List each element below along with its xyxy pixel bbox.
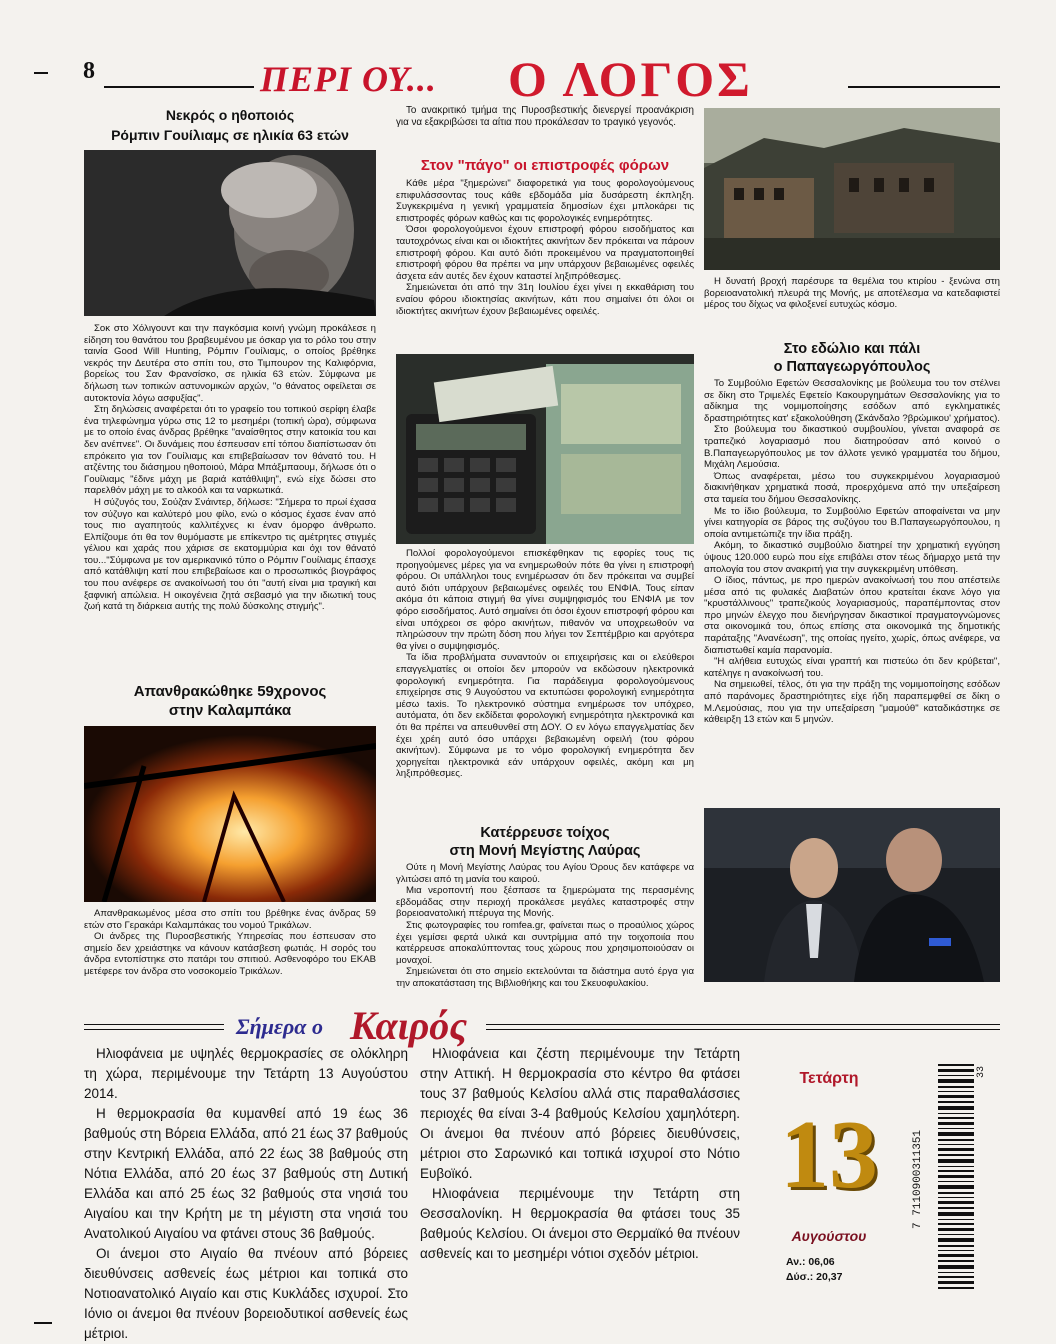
taxes-paragraph: Κάθε μέρα "ξημερώνει" διαφορετικά για τους φορολογούμενους επιφυλάσσοντας τους κάθε εβδομάδα μία δυσάρεστη έκπληξη. Συγκεκριμένα η γενική γραμματεία δημοσίων έχει μπλοκάρει τις επιστροφές φόρων καθώς και τις φορολογικές ενημερότητες. (396, 178, 694, 224)
taxes-paragraph: Όσοι φορολογούμενοι έχουν επιστροφή φόρου εισοδήματος και ταυτοχρόνως είναι και οι ιδιοκτήτες ακινήτων δεν πρόκειται να πάρουν επιστροφή φόρου. Και αυτό διότι προκειμένου να πραγματοποιηθεί επιστροφή φόρου θα πρέπει να μην υπάρχουν βεβαιωμένες οφειλές άσχετα εάν αυτές δεν έχουν καταστεί ληξιπρόθεσμες. (396, 224, 694, 282)
williams-paragraph: Η σύζυγός του, Σούζαν Σνάιντερ, δήλωσε: "Σήμερα το πρωί έχασα τον σύζυγο και καλύτερό μου φίλο, ενώ ο κόσμος έχασε έναν από τους πιο αγαπητούς καλλιτέχνες κι έναν όμορφο άνθρωπο. Ελπίζουμε ότι θα τον θυμόμαστε με επίκεντρο τις αμέτρητες στιγμές γέλιου και χαράς που χάρισε σε εκατομμύρια και όχι τον θάνατό του..."Σύμφωνα με τον αμερικανικό τύπο ο Ρόμπιν Γουίλιαμς έπασχε από κατάθλιψη κατί που επιβεβαίωσε και ο προσωπικός βιογράφος του που ανέφερε σε ανακοίνωσή του ότι "αυτή είναι μια τραγική και ξαφνική απώλεια. Η οικογένεια ζητά σεβασμό για την ιδιωτική τους ζωή κατά τη διάρκεια αυτής της πολύ δύσκολης στιγμής". (84, 496, 376, 613)
monastery-photo (704, 108, 1000, 270)
lavra-paragraph: Στις φωτογραφίες του romfea.gr, φαίνεται πως ο προαύλιος χώρος έχει γεμίσει φερτά υλικά και συντρίμμια από την τοιχοποιία που κατέρρευσε αποκαλύπτοντας τους χώρους που χρησιμοποιούσαν οι μοναχοί. (396, 919, 694, 966)
papageorgopoulos-headline (704, 340, 1000, 376)
papageorgopoulos-paragraph: Να σημειωθεί, τέλος, ότι για την πράξη της νομιμοποίησης εσόδων από παράνομες δραστηριότητες είχε ήδη παραπεμφθεί σε δίκη ο Μ.Λεμούσιας, που για την υπεξαίρεση "μαμούθ" καταδικάστηκε σε κάθειρξη 13 ετών και 5 μηνών. (704, 679, 1000, 726)
williams-headline-line2: Ρόμπιν Γουίλιαμς σε ηλικία 63 ετών (111, 127, 349, 143)
williams-headline-line1: Νεκρός ο ηθοποιός (165, 107, 295, 123)
masthead-tick (34, 72, 48, 74)
lavra-headline-line1: Κατέρρευσε τοίχος (480, 825, 610, 841)
weather-paragraph: Ηλιοφάνεια περιμένουμε την Τετάρτη στη Θεσσαλονίκη. Η θερμοκρασία θα φτάσει τους 35 βαθμούς Κελσίου. Οι άνεμοι στο Θερμαϊκό θα πνέουν ασθενείς και το μεσημέρι νότιοι σχεδόν μέτριοι. (420, 1186, 740, 1261)
kalamata-body (84, 908, 376, 978)
papageorgopoulos-paragraph: Όπως αναφέρεται, μέσω του συγκεκριμένου λογαριασμού διακινήθηκαν χρηματικά ποσά, προερχόμενα από την υπεξαίρεση στα ταμεία του δήμου Θεσσαλονίκης. (704, 470, 1000, 505)
fire-photo (84, 726, 376, 902)
weather-paragraph: Ηλιοφάνεια και ζέστη περιμένουμε την Τετάρτη στην Αττική. Η θερμοκρασία στο κέντρο θα φτάσει τους 37 βαθμούς Κελσίου αλλά στις παραθαλάσσιες περιοχές θα είναι 3-4 βαθμούς Κελσίου χαμηλότερη. Οι άνεμοι θα πνέουν από βόρειες διευθύνσεις, μέτριοι στο Σαρωνικό και τοπικά ισχυροί στο Νότιο Ευβοϊκό. (420, 1046, 740, 1181)
taxes-paragraph: Πολλοί φορολογούμενοι επισκέφθηκαν τις εφορίες τους τις προηγούμενες μέρες για να ενημερωθούν πότε θα γίνει η επιστροφή φόρου. Οι υπάλληλοι τους ενημέρωσαν ότι δεν πρόκειται να συμβεί αυτό διότι υπάρχουν βεβαιωμένες οφειλές του ΕΝΦΙΑ. Τους είπαν ακόμα ότι κάποια στιγμή θα γίνει συμψηφισμός του ΕΝΦΙΑ με τον φόρο εισοδήματος. Αυτό σημαίνει ότι όσοι έχουν επιστροφή φόρου και είναι υπόχρεοι σε φόρο ακινήτων, πιθανόν να υποχρεωθούν να πληρώσουν την πρώτη δόση που λήγει τον Σεπτέμβριο και αργότερα θα γίνει ο συμψηφισμός. (396, 548, 694, 652)
weather-banner-line-left (84, 1024, 224, 1030)
taxes-intro (396, 105, 694, 128)
papageorgopoulos-headline-line2: ο Παπαγεωργόπουλος (773, 359, 931, 375)
monastery-illustration (704, 108, 1000, 270)
weather-paragraph: Η θερμοκρασία θα κυμανθεί από 19 έως 36 βαθμούς στη Βόρεια Ελλάδα, από 21 έως 37 βαθμούς στην Κεντρική Ελλάδα, από 22 έως 38 βαθμούς στη Νότια Ελλάδα, από 20 έως 37 βαθμούς στη Δυτική Ελλάδα και από 25 έως 32 βαθμούς στα νησιά του Αιγαίου και την Κρήτη με τη μέγιστη στα νησιά του Ανατολικού Αιγαίου να φτάνει στους 36 βαθμούς. (84, 1106, 408, 1241)
barcode (908, 1060, 988, 1294)
williams-paragraph: Στη δηλώσεις αναφέρεται ότι το γραφείο του τοπικού σερίφη έλαβε ένα τηλεφώνημα γύρω στις 12 το μεσημέρι (τοπική ώρα), σύμφωνα με το οποίο ένας άνδρας βρέθηκε "αναίσθητος στην κατοικία του και δεν ανέπνεε". Οι δυνάμεις που έσπευσαν επί τόπου διαπίστωσαν ότι επρόκειτο για τον Γουίλιαμς και επιβεβαίωσαν τον θάνατό του. Η ατζέντης του διάσημου ηθοποιού, Μάρα Μπάξμπαουμ, δήλωσε ότι ο Γουίλιαμς "έδινε μάχη με βαριά κατάθλιψη", ενώ είχε δώσει στο παρελθόν μάχη με το αλκοόλ και τα ναρκωτικά. (84, 404, 376, 497)
weather-col-1 (84, 1044, 408, 1344)
kalamata-headline (84, 682, 376, 720)
lavra-paragraph: Ούτε η Μονή Μεγίστης Λαύρας του Αγίου Όρους δεν κατάφερε να γλιτώσει από τη μανία του καιρού. (396, 862, 694, 885)
taxes-intro-text: Το ανακριτικό τμήμα της Πυροσβεστικής διενεργεί προανάκριση για να εξακριβώσει τα αίτια που προκάλεσαν το τραγικό γεγονός. (396, 105, 694, 128)
taxes-paragraph: Τα ίδια προβλήματα συναντούν οι επιχειρήσεις και οι ελεύθεροι επαγγελματίες οι οποίοι δεν μπορούν να εκδώσουν ηλεκτρονικά φορολογική ενημερότητα. Για παράδειγμα φορολογούμενους επιχείρησε στις 9 Αυγούστου να εκτυπώσει φορολογική ενημερότητα μέσω taxis. Το ηλεκτρονικό σύστημα ενημέρωσε τον υπόχρεο, αυτόματα, ότι δεν εκδίδεται φορολογική ενημερότητα ηλεκτρονικά και ότι θα πρέπει να απευθυνθεί στη ΔΟΥ. Ο εν λόγω επαγγελματίας δεν έχει χρέη αυτό όσο υπάρχει βεβαιωμένη οφειλή (του φόρου ακινήτων). Σύμφωνα με το νόμο φορολογική ενημερότητα δεν χορηγείται ηλεκτρονικά εάν υπάρχουν οφειλές, ακόμη και μη ληξιπρόθεσμες. (396, 652, 694, 780)
lavra-headline-line2: στη Μονή Μεγίστης Λαύρας (449, 843, 641, 859)
lavra-paragraph: Η δυνατή βροχή παρέσυρε τα θεμέλια του κτιρίου - ξενώνα στη βορειοανατολική πλευρά της Μονής, με αποτέλεσμα να κατεδαφιστεί μέρος του δίχως να φιλοξενεί ευτυχώς κόσμο. (704, 276, 1000, 311)
lavra-body (396, 862, 694, 990)
papageorgopoulos-paragraph: Με το ίδιο βούλευμα, το Συμβούλιο Εφετών αποφαίνεται να μην γίνει κατηγορία σε βάρος της συζύγου του Β.Παπαγεωργόπουλου, η οποία αντιμετώπιζε την ίδια πράξη. (704, 505, 1000, 540)
papageorgopoulos-paragraph: Το Συμβούλιο Εφετών Θεσσαλονίκης με βούλευμα του τον στέλνει σε δίκη στο Τριμελές Εφετείο Κακουργημάτων Θεσσαλονίκης για το αδίκημα της νομιμοποίησης εσόδων από εγκληματικές δραστηριότητες κατ' εξακολούθηση (Σκάνδαλο ?βρώμικου' χρήματος). (704, 378, 1000, 424)
williams-body (84, 323, 376, 613)
lavra-paragraph: Μια νεροποντή που ξέσπασε τα ξημερώματα της περασμένης εβδομάδας στην περιοχή προκάλεσε μεγάλες καταστροφές στην βορειοανατολική πτέρυγα της Μονής. (396, 885, 694, 920)
lavra-headline (396, 824, 694, 860)
papageorgopoulos-headline-line1: Στο εδώλιο και πάλι (783, 341, 921, 357)
weather-banner-right: Καιρός (350, 1003, 468, 1048)
papageorgopoulos-body (704, 378, 1000, 726)
papageorgopoulos-paragraph: "Η αλήθεια ευτυχώς είναι γραπτή και πιστεύω ότι δεν κρύβεται", κατέληγε η ανακοίνωσή του. (704, 656, 1000, 679)
calendar-month: Αυγούστου (791, 1228, 867, 1244)
weather-banner-line-right (486, 1024, 1000, 1030)
calendar-sunrise: Αν.: 06,06 (786, 1256, 835, 1268)
weather-col-2 (420, 1044, 740, 1264)
fire-illustration (84, 726, 376, 902)
two-men-illustration (704, 808, 1000, 982)
masthead-rule-left (104, 86, 254, 88)
taxes-body-2 (396, 548, 694, 780)
kalamata-headline-line1: Απανθρακώθηκε 59χρονος (133, 683, 327, 700)
portrait-illustration (84, 150, 376, 316)
taxes-headline: Στον "πάγο" οι επιστροφές φόρων (420, 157, 670, 174)
weather-paragraph: Οι άνεμοι στο Αιγαίο θα πνέουν από βόρειες διευθύνσεις ασθενείς έως μέτριοι και τοπικά στο Νοτιοανατολικό Αιγαίο και στις Κυκλάδες ισχυροί. Στο Ιόνιο οι άνεμοι θα πνέουν βορειοδυτικοί ασθενείς έως μέτριοι. (84, 1246, 408, 1341)
money-illustration (396, 354, 694, 544)
masthead-left-title: ΠΕΡΙ ΟΥ... (260, 59, 437, 99)
masthead-rule-right (848, 86, 1000, 88)
papageorgopoulos-paragraph: Ακόμη, το δικαστικό συμβούλιο διατηρεί την χρηματική εγγύηση ύψους 120.000 ευρώ που είχε επιβάλει στον τέως δήμαρχο μετά την απολογία του στον ανακριτή για την συγκεκριμένη υπόθεση. (704, 540, 1000, 575)
lavra-continued (704, 276, 1000, 311)
papageorgopoulos-paragraph: Στο βούλευμα του δικαστικού συμβουλίου, γίνεται αναφορά σε τραπεζικό λογαριασμό που διατηρούσαν από κοινού ο Β.Παπαγεωργόπουλος με τον άλλοτε γενικό γραμματέα του δήμου, Μιχάλη Λεμούσια. (704, 424, 1000, 471)
money-photo (396, 354, 694, 544)
corner-mark (34, 1322, 52, 1324)
calendar-box (764, 1048, 894, 1290)
kalamata-paragraph: Απανθρακωμένος μέσα στο σπίτι του βρέθηκε ένας άνδρας 59 ετών στο Γερακάρι Καλαμπάκας του νομού Τρικάλων. (84, 908, 376, 931)
barcode-number: 7 7110900311351 (912, 1129, 924, 1229)
weather-paragraph: Ηλιοφάνεια με υψηλές θερμοκρασίες σε ολόκληρη τη χώρα, περιμένουμε την Τετάρτη 13 Αυγούστου 2014. (84, 1046, 408, 1101)
calendar-sunset: Δύσ.: 20,37 (786, 1271, 843, 1283)
lavra-paragraph: Σημειώνεται ότι στο σημείο εκτελούνται τα διάστημα αυτό έργα για την αποκατάσταση της Βιβλιοθήκης και του Σκευοφυλακίου. (396, 966, 694, 989)
kalamata-headline-line2: στην Καλαμπάκα (168, 702, 292, 719)
barcode-code: 33 (976, 1066, 987, 1079)
masthead-right-title: Ο ΛΟΓΟΣ (508, 51, 753, 107)
williams-headline (84, 105, 376, 145)
papageorgopoulos-paragraph: Ο ίδιος, πάντως, με προ ημερών ανακοίνωσή του που απέστειλε μέσα από τις φυλακές Διαβατών όπου κρατείται έκανε λόγο για "κρυστάλλινους" τραπεζικούς λογαριασμούς, παραπέμποντας στον προ μηνών έλεγχο που διενήργησαν δικαστικοί πραγματογνώμονες στα οικονομικά του, όπως επίσης στα οικονομικά της δημοτικής παράταξης "Ανανέωση", της οποίας ηγείτο, χωρίς, όπως ανέφερε, να διαπιστωθεί καμία παρανομία. (704, 575, 1000, 656)
calendar-day: 13 (780, 1101, 878, 1209)
page-number: 8 (83, 58, 95, 84)
taxes-body (396, 178, 694, 317)
weather-banner-left: Σήμερα ο (236, 1014, 323, 1039)
taxes-paragraph: Σημειώνεται ότι από την 31η Ιουλίου έχει γίνει η εκκαθάριση του εναίου φόρου ιδιοκτησίας ακινήτων, κάτι που σημαίνει ότι όλοι οι ιδιοκτήτες ακινήτων έχουν βεβαιωμένες οφειλές. (396, 282, 694, 317)
papageorgopoulos-photo (704, 808, 1000, 982)
kalamata-paragraph: Οι άνδρες της Πυροσβεστικής Υπηρεσίας που έσπευσαν στο σημείο δεν χρειάστηκε να κάνουν κατάσβεση φωτιάς. Η σορός του άνδρα εντοπίστηκε στο πατάρι του σπιτιού. Ασθενοφόρο του ΕΚΑΒ μετέφερε τον άνδρα στο νοσοκομείο Τρικάλων. (84, 931, 376, 977)
williams-paragraph: Σοκ στο Χόλιγουντ και την παγκόσμια κοινή γνώμη προκάλεσε η είδηση του θανάτου του βραβευμένου με όσκαρ για το ρόλο του στην ταινία Good Will Hunting, Ρόμπιν Γουίλιαμς, ο οποίος βρέθηκε νεκρός την Δευτέρα στο σπίτι του, στο Τιμπουρον της Καλιφόρνια, βορείως του Σαν Φρανσίσκο, σε ηλικία 63 ετών. Σύμφωνα με δήλωση των τοπικών αστυνομικών αρχών, "ο θάνατος οφείλεται σε αυτοκτονία λόγω ασφυξίας". (84, 323, 376, 404)
calendar-weekday: Τετάρτη (799, 1070, 859, 1087)
williams-photo (84, 150, 376, 316)
